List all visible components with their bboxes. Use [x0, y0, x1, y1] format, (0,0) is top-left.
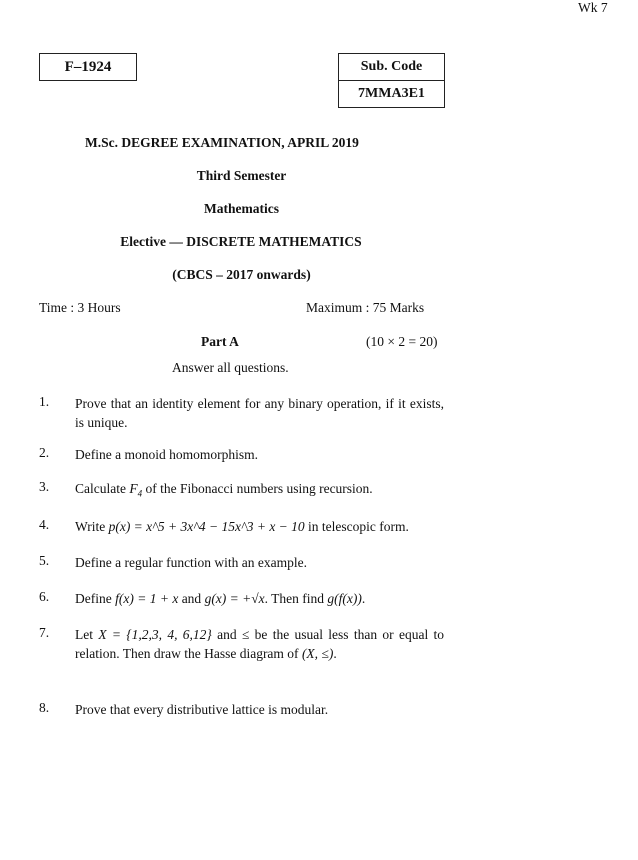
elective: Elective — DISCRETE MATHEMATICS [120, 234, 362, 249]
part-title: Part A [201, 334, 239, 349]
sub-code-label: Sub. Code [339, 54, 444, 81]
subject-code-box [338, 53, 445, 108]
question-text: Define a monoid homomorphism. [75, 447, 258, 462]
question-number: 6. [39, 589, 50, 604]
part-marks: (10 × 2 = 20) [366, 334, 438, 349]
part-instruction: Answer all questions. [172, 360, 289, 375]
math-symbol: $F_4$ [129, 481, 143, 499]
maximum-marks: Maximum : 75 Marks [306, 300, 425, 315]
paper-code-box: F–1924 [39, 53, 137, 81]
question-number: 2. [39, 445, 50, 460]
subject: Mathematics [204, 201, 279, 216]
scheme: (CBCS – 2017 onwards) [172, 267, 311, 282]
question-text: Define f(x) = 1 + x and g(x) = +√x. Then find g(f(x)). [75, 591, 366, 606]
corner-tag: Wk 7 [578, 0, 608, 15]
question-number: 1. [39, 394, 50, 409]
question-number: 7. [39, 625, 50, 640]
sub-code-value: 7MMA3E1 [358, 86, 425, 101]
polynomial-expression: p(x) = x^5 + 3x^4 − 15x^3 + x − 10 [108, 519, 305, 534]
exam-title: M.Sc. DEGREE EXAMINATION, APRIL 2019 [85, 135, 359, 150]
question-number: 4. [39, 517, 50, 532]
question-text: Prove that every distributive lattice is modular. [75, 702, 329, 717]
question-text: Calculate $F_4$ of the Fibonacci numbers using recursion. [75, 481, 373, 499]
question-text: Prove that an identity element for any binary operation, if it exists, is unique. [75, 396, 444, 430]
question-number: 8. [39, 700, 50, 715]
question-text: Let X = {1,2,3, 4, 6,12} and ≤ be the usual less than or equal to relation. Then draw the Hasse diagram of (X, ≤). [75, 627, 445, 661]
question-number: 5. [39, 553, 50, 568]
question-text: Write p(x) = x^5 + 3x^4 − 15x^3 + x − 10 in telescopic form. [75, 519, 409, 534]
time-allowed: Time : 3 Hours [39, 300, 121, 315]
semester: Third Semester [196, 168, 287, 183]
question-text: Define a regular function with an example. [75, 555, 308, 570]
question-number: 3. [39, 479, 50, 494]
